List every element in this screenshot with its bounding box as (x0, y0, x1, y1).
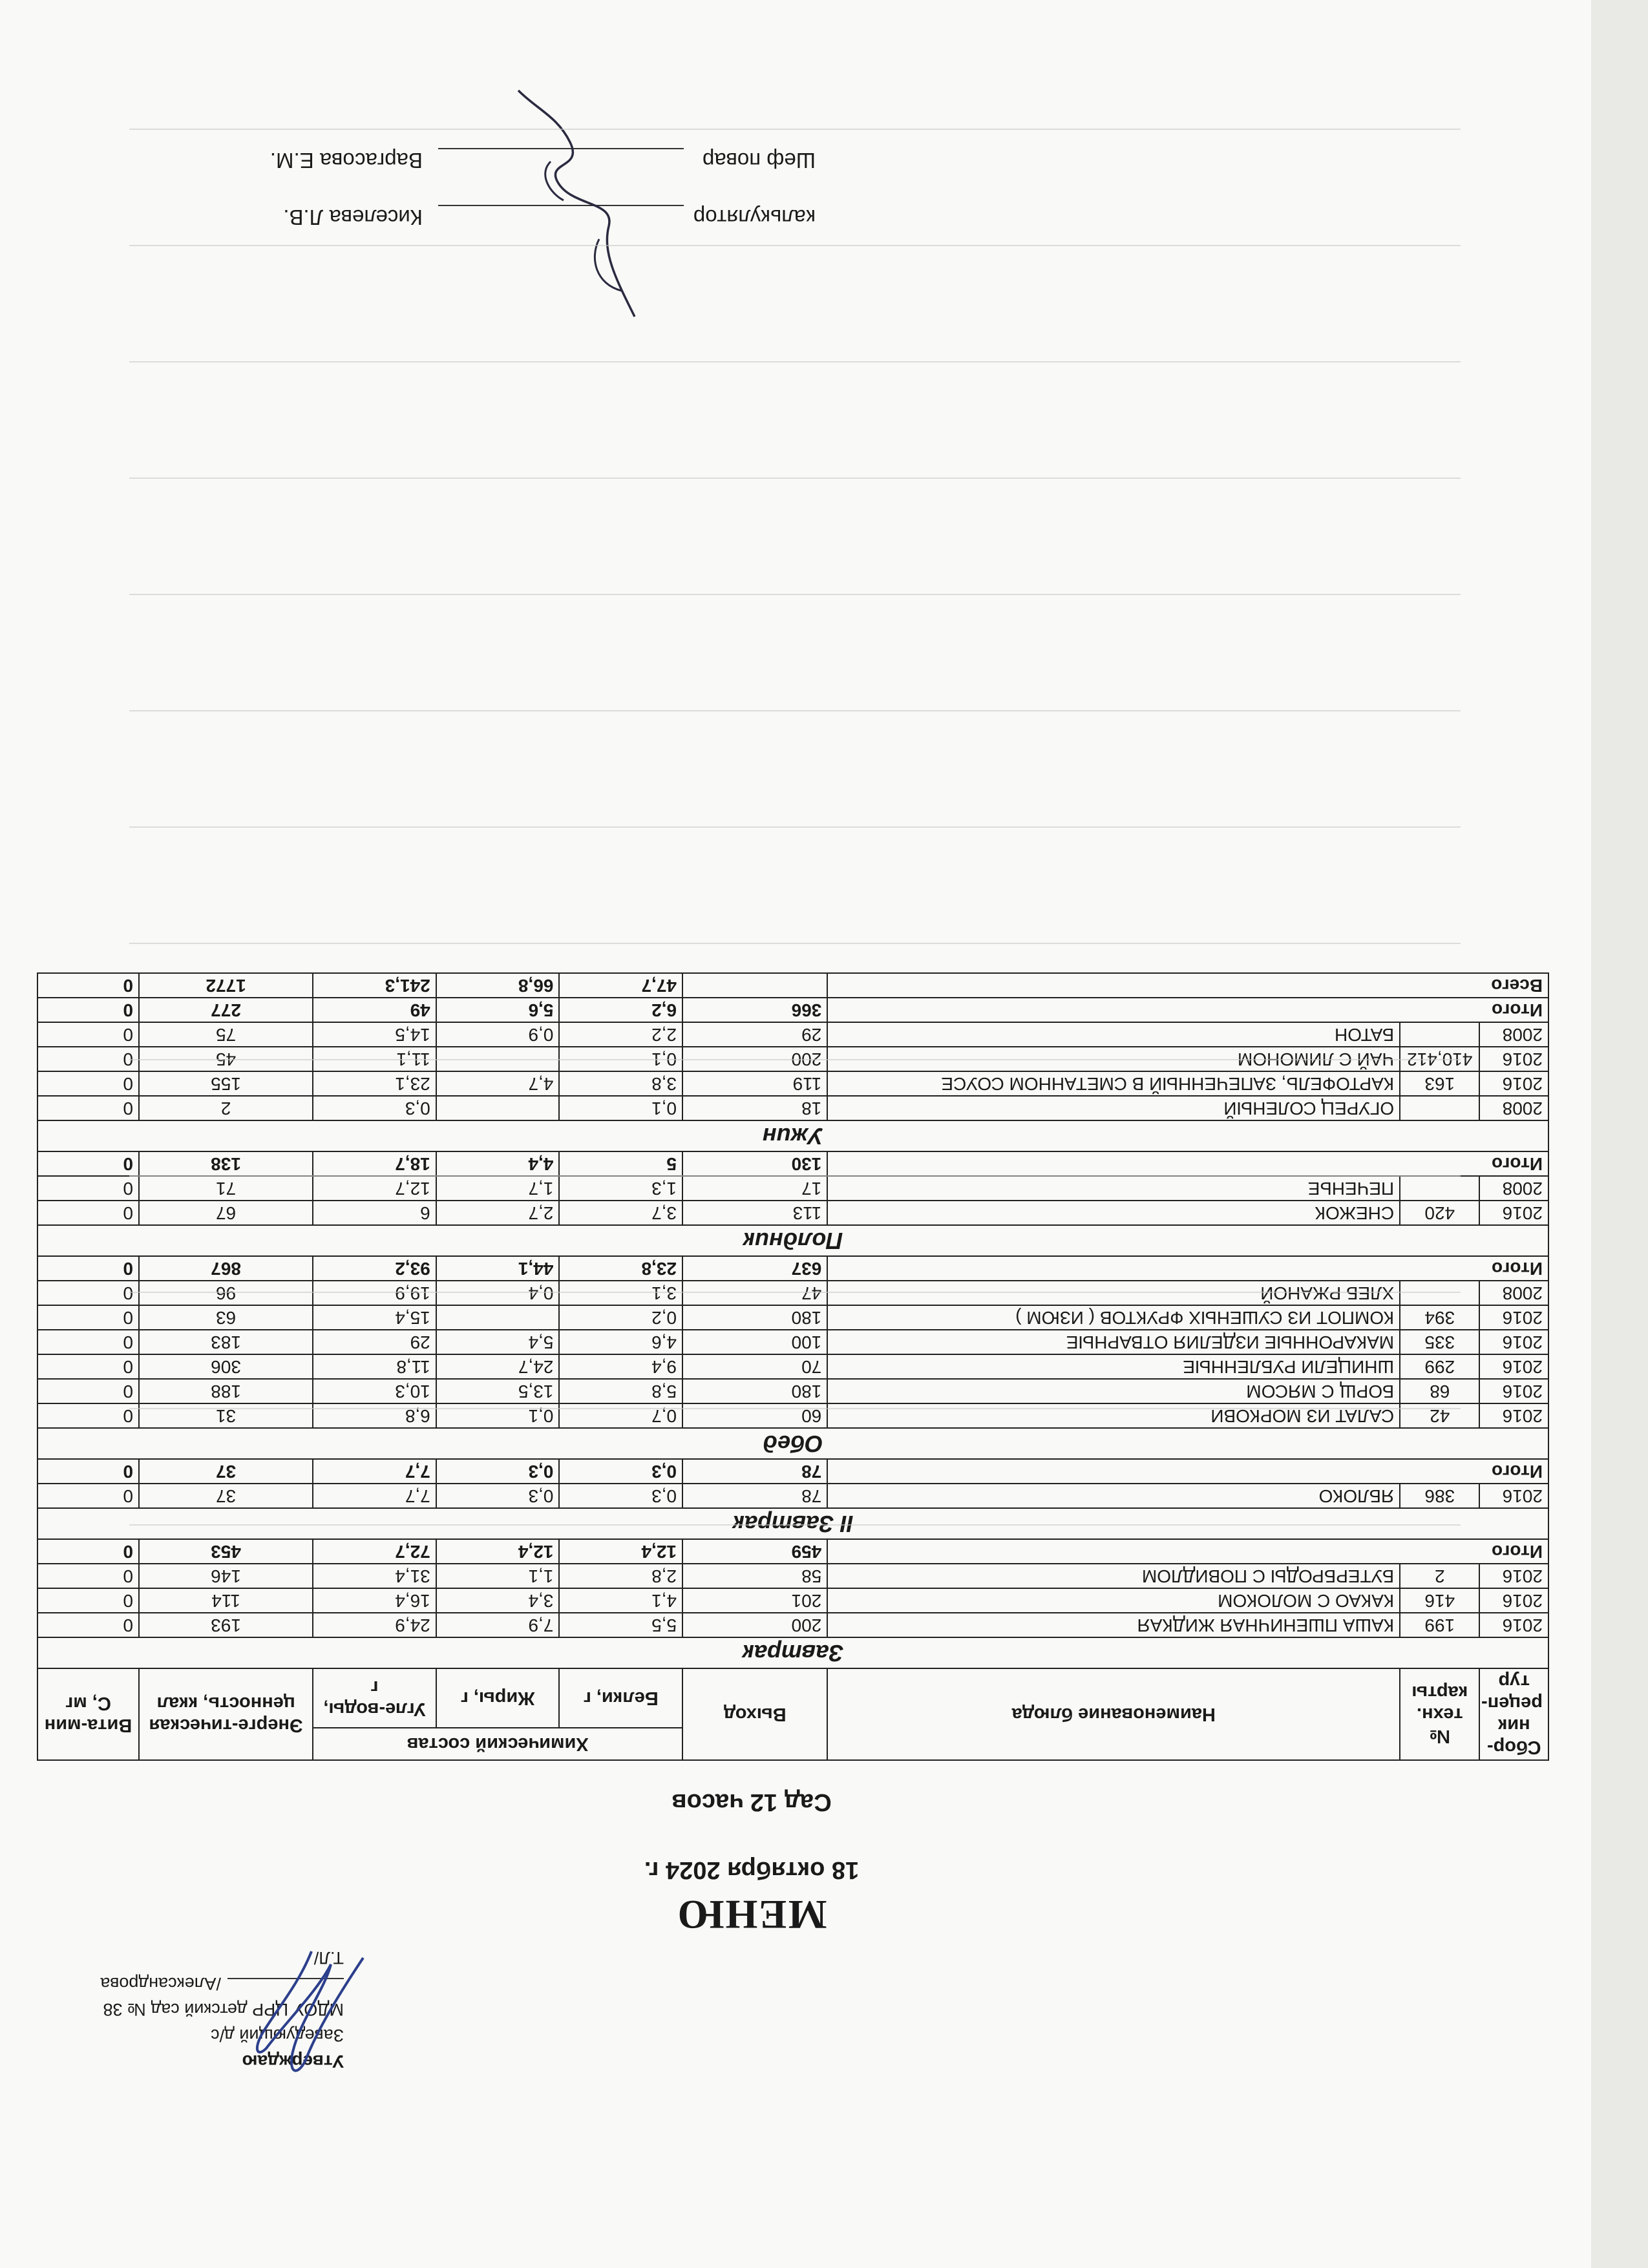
cell-collection-year: 2016 (1479, 1305, 1548, 1330)
total-label: Итого (827, 1459, 1548, 1484)
cell-dish-name: СНЕЖОК (827, 1201, 1400, 1225)
total-protein: 0,3 (559, 1459, 682, 1484)
cell-carbs: 23,1 (313, 1071, 436, 1096)
cell-yield: 200 (682, 1613, 827, 1637)
cell-carbs: 31,4 (313, 1564, 436, 1588)
cell-collection-year: 2016 (1479, 1071, 1548, 1096)
total-fat: 5,6 (436, 998, 560, 1022)
cell-protein: 9,4 (559, 1354, 682, 1379)
cell-vitamin: 0 (37, 1176, 139, 1201)
total-protein: 23,8 (559, 1256, 682, 1281)
cell-energy: 155 (139, 1071, 313, 1096)
cell-fat: 13,5 (436, 1379, 560, 1403)
cell-protein: 2,2 (559, 1022, 682, 1047)
cell-fat: 7,9 (436, 1613, 560, 1637)
total-fat: 12,4 (436, 1539, 560, 1564)
cell-dish-name: САЛАТ ИЗ МОРКОВИ (827, 1403, 1400, 1428)
total-carbs: 7,7 (313, 1459, 436, 1484)
cell-fat: 24,7 (436, 1354, 560, 1379)
cell-yield: 18 (682, 1096, 827, 1120)
table-row (37, 1330, 1548, 1354)
total-vitamin: 0 (37, 1459, 139, 1484)
cell-protein: 0,1 (559, 1047, 682, 1071)
grand-total-carbs: 241,3 (313, 973, 436, 998)
total-vitamin: 0 (37, 1151, 139, 1176)
staff-signature (492, 84, 660, 330)
cell-vitamin: 0 (37, 1330, 139, 1354)
header-yield: Выход (682, 1668, 827, 1760)
cell-carbs: 15,4 (313, 1305, 436, 1330)
cell-energy: 45 (139, 1047, 313, 1071)
cell-collection-year: 2008 (1479, 1176, 1548, 1201)
cell-dish-name: БОРЩ С МЯСОМ (827, 1379, 1400, 1403)
cell-card-no: 299 (1400, 1354, 1479, 1379)
header-protein: Белки, г (559, 1668, 682, 1728)
total-energy: 138 (139, 1151, 313, 1176)
cell-dish-name: ОГУРЕЦ СОЛЕНЫЙ (827, 1096, 1400, 1120)
cell-fat: 0,9 (436, 1022, 560, 1047)
grand-total-protein: 47,7 (559, 973, 682, 998)
total-yield: 78 (682, 1459, 827, 1484)
cell-energy: 2 (139, 1096, 313, 1120)
grand-total-energy: 1772 (139, 973, 313, 998)
cell-vitamin: 0 (37, 1588, 139, 1613)
cell-energy: 96 (139, 1281, 313, 1305)
cell-carbs: 0,3 (313, 1096, 436, 1120)
total-vitamin: 0 (37, 1256, 139, 1281)
cell-fat: 0,1 (436, 1403, 560, 1428)
cell-vitamin: 0 (37, 1354, 139, 1379)
cell-fat: 0,3 (436, 1484, 560, 1508)
section-header-row (37, 1120, 1548, 1151)
cell-yield: 58 (682, 1564, 827, 1588)
cell-card-no: 68 (1400, 1379, 1479, 1403)
table-row (37, 1305, 1548, 1330)
table-row (37, 1096, 1548, 1120)
table-row (37, 1047, 1548, 1071)
menu-table (37, 972, 1549, 1761)
cell-dish-name: КОМПОТ ИЗ СУШЕНЫХ ФРУКТОВ ( ИЗЮМ ) (827, 1305, 1400, 1330)
total-protein: 12,4 (559, 1539, 682, 1564)
header-card-no: № техн. карты (1400, 1668, 1479, 1760)
cell-collection-year: 2008 (1479, 1096, 1548, 1120)
total-row (37, 1151, 1548, 1176)
total-vitamin: 0 (37, 998, 139, 1022)
cell-card-no: 42 (1400, 1403, 1479, 1428)
cell-yield: 113 (682, 1201, 827, 1225)
cell-card-no: 199 (1400, 1613, 1479, 1637)
cell-yield: 17 (682, 1176, 827, 1201)
cell-dish-name: ШНИЦЕЛИ РУБЛЕННЫЕ (827, 1354, 1400, 1379)
cell-energy: 183 (139, 1330, 313, 1354)
approval-title: Утверждаю (242, 2052, 344, 2072)
header-chemical: Химический состав (313, 1728, 682, 1760)
header-fat: Жиры, г (436, 1668, 560, 1728)
cell-energy: 114 (139, 1588, 313, 1613)
total-carbs: 72,7 (313, 1539, 436, 1564)
cell-vitamin: 0 (37, 1281, 139, 1305)
cell-carbs: 24,9 (313, 1613, 436, 1637)
cell-energy: 31 (139, 1403, 313, 1428)
total-yield: 366 (682, 998, 827, 1022)
cell-protein: 1,3 (559, 1176, 682, 1201)
total-fat: 0,3 (436, 1459, 560, 1484)
cell-fat (436, 1305, 560, 1330)
grand-total-vitamin: 0 (37, 973, 139, 998)
cell-card-no (1400, 1022, 1479, 1047)
cell-dish-name: ЧАЙ С ЛИМОНОМ (827, 1047, 1400, 1071)
table-row (37, 1613, 1548, 1637)
total-yield: 459 (682, 1539, 827, 1564)
total-row (37, 1459, 1548, 1484)
cell-vitamin: 0 (37, 1613, 139, 1637)
cell-collection-year: 2016 (1479, 1564, 1548, 1588)
cell-protein: 5,5 (559, 1613, 682, 1637)
total-label: Итого (827, 1151, 1548, 1176)
chef-name: Варгасова Е.М. (269, 149, 423, 173)
cell-carbs: 11,1 (313, 1047, 436, 1071)
section-title: Обед (37, 1428, 1548, 1459)
cell-vitamin: 0 (37, 1403, 139, 1428)
cell-collection-year: 2016 (1479, 1403, 1548, 1428)
cell-collection-year: 2016 (1479, 1613, 1548, 1637)
cell-collection-year: 2016 (1479, 1484, 1548, 1508)
cell-dish-name: ПЕЧЕНЬЕ (827, 1176, 1400, 1201)
total-label: Итого (827, 1539, 1548, 1564)
cell-card-no: 410,412 (1400, 1047, 1479, 1071)
header-energy: Энерге-тическая ценность, ккал (139, 1668, 313, 1760)
cell-fat: 5,4 (436, 1330, 560, 1354)
cell-dish-name: ЯБЛОКО (827, 1484, 1400, 1508)
cell-yield: 180 (682, 1305, 827, 1330)
total-carbs: 49 (313, 998, 436, 1022)
total-fat: 4,4 (436, 1151, 560, 1176)
cell-carbs: 6,8 (313, 1403, 436, 1428)
cell-protein: 5,8 (559, 1379, 682, 1403)
cell-fat: 1,7 (436, 1176, 560, 1201)
total-vitamin: 0 (37, 1539, 139, 1564)
cell-fat (436, 1047, 560, 1071)
cell-dish-name: МАКАРОННЫЕ ИЗДЕЛИЯ ОТВАРНЫЕ (827, 1330, 1400, 1354)
cell-yield: 200 (682, 1047, 827, 1071)
cell-energy: 146 (139, 1564, 313, 1588)
cell-vitamin: 0 (37, 1379, 139, 1403)
approval-name: /Александрова Т.Л/ (100, 1948, 344, 1993)
cell-vitamin: 0 (37, 1305, 139, 1330)
section-title: II Завтрак (37, 1508, 1548, 1539)
cell-carbs: 14,5 (313, 1022, 436, 1047)
cell-dish-name: КАША ПШЕНИЧНАЯ ЖИДКАЯ (827, 1613, 1400, 1637)
calculator-name: Киселева Л.В. (283, 205, 423, 229)
cell-collection-year: 2016 (1479, 1588, 1548, 1613)
cell-vitamin: 0 (37, 1484, 139, 1508)
total-label: Итого (827, 998, 1548, 1022)
cell-yield: 70 (682, 1354, 827, 1379)
cell-card-no: 394 (1400, 1305, 1479, 1330)
table-row (37, 1354, 1548, 1379)
document-title: МЕНЮ (676, 1892, 827, 1938)
cell-carbs: 7,7 (313, 1484, 436, 1508)
table-row (37, 1201, 1548, 1225)
cell-collection-year: 2008 (1479, 1281, 1548, 1305)
cell-card-no: 386 (1400, 1484, 1479, 1508)
total-row (37, 1539, 1548, 1564)
total-row (37, 1256, 1548, 1281)
grand-total-yield (682, 973, 827, 998)
grand-total-fat: 66,8 (436, 973, 560, 998)
total-carbs: 93,2 (313, 1256, 436, 1281)
cell-energy: 71 (139, 1176, 313, 1201)
cell-yield: 180 (682, 1379, 827, 1403)
menu-table-body (37, 973, 1548, 1668)
header-carbs: Угле-воды, г (313, 1668, 436, 1728)
cell-collection-year: 2016 (1479, 1379, 1548, 1403)
total-energy: 867 (139, 1256, 313, 1281)
cell-carbs: 10,3 (313, 1379, 436, 1403)
cell-energy: 67 (139, 1201, 313, 1225)
table-row (37, 1379, 1548, 1403)
cell-energy: 306 (139, 1354, 313, 1379)
total-fat: 44,1 (436, 1256, 560, 1281)
cell-carbs: 6 (313, 1201, 436, 1225)
cell-protein: 2,8 (559, 1564, 682, 1588)
cell-dish-name: КАРТОФЕЛЬ, ЗАПЕЧЕННЫЙ В СМЕТАННОМ СОУСЕ (827, 1071, 1400, 1096)
section-header-row (37, 1508, 1548, 1539)
cell-vitamin: 0 (37, 1201, 139, 1225)
cell-protein: 0,3 (559, 1484, 682, 1508)
cell-card-no: 416 (1400, 1588, 1479, 1613)
total-label: Итого (827, 1256, 1548, 1281)
director-signature (221, 1938, 376, 2087)
cell-yield: 119 (682, 1071, 827, 1096)
header-dish: Наименование блюда (827, 1668, 1400, 1760)
table-row (37, 1281, 1548, 1305)
cell-protein: 0,7 (559, 1403, 682, 1428)
total-energy: 37 (139, 1459, 313, 1484)
section-title: Полдник (37, 1225, 1548, 1256)
cell-carbs: 11,8 (313, 1354, 436, 1379)
calculator-role: калькулятор (693, 205, 816, 229)
chef-role: Шеф повар (702, 149, 816, 173)
cell-card-no: 163 (1400, 1071, 1479, 1096)
header-collection: Сбор-ник рецеп-тур (1479, 1668, 1548, 1760)
cell-yield: 60 (682, 1403, 827, 1428)
cell-dish-name: ХЛЕБ РЖАНОЙ (827, 1281, 1400, 1305)
cell-dish-name: КАКАО С МОЛОКОМ (827, 1588, 1400, 1613)
document-date: 18 октября 2024 г. (644, 1856, 860, 1884)
total-energy: 453 (139, 1539, 313, 1564)
total-yield: 637 (682, 1256, 827, 1281)
table-row (37, 1071, 1548, 1096)
cell-fat: 4,7 (436, 1071, 560, 1096)
header-vitamin: Вита-мин С, мг (37, 1668, 139, 1760)
cell-carbs: 19,9 (313, 1281, 436, 1305)
total-protein: 5 (559, 1151, 682, 1176)
section-header-row (37, 1225, 1548, 1256)
table-row (37, 1176, 1548, 1201)
cell-vitamin: 0 (37, 1564, 139, 1588)
cell-yield: 201 (682, 1588, 827, 1613)
cell-collection-year: 2016 (1479, 1330, 1548, 1354)
cell-yield: 78 (682, 1484, 827, 1508)
cell-energy: 63 (139, 1305, 313, 1330)
cell-yield: 47 (682, 1281, 827, 1305)
cell-protein: 3,1 (559, 1281, 682, 1305)
cell-yield: 29 (682, 1022, 827, 1047)
cell-collection-year: 2016 (1479, 1201, 1548, 1225)
total-energy: 277 (139, 998, 313, 1022)
cell-dish-name: БУТЕРБРОДЫ С ПОВИДЛОМ (827, 1564, 1400, 1588)
section-title: Завтрак (37, 1637, 1548, 1668)
cell-vitamin: 0 (37, 1022, 139, 1047)
table-row (37, 1564, 1548, 1588)
cell-protein: 0,2 (559, 1305, 682, 1330)
cell-collection-year: 2016 (1479, 1047, 1548, 1071)
cell-fat: 2,7 (436, 1201, 560, 1225)
cell-collection-year: 2016 (1479, 1354, 1548, 1379)
cell-vitamin: 0 (37, 1071, 139, 1096)
cell-fat (436, 1096, 560, 1120)
cell-protein: 0,1 (559, 1096, 682, 1120)
total-row (37, 998, 1548, 1022)
cell-energy: 37 (139, 1484, 313, 1508)
cell-protein: 4,1 (559, 1588, 682, 1613)
cell-card-no: 420 (1400, 1201, 1479, 1225)
cell-energy: 188 (139, 1379, 313, 1403)
total-yield: 130 (682, 1151, 827, 1176)
cell-card-no (1400, 1281, 1479, 1305)
cell-carbs: 16,4 (313, 1588, 436, 1613)
cell-energy: 193 (139, 1613, 313, 1637)
grand-total-row (37, 973, 1548, 998)
cell-collection-year: 2008 (1479, 1022, 1548, 1047)
cell-fat: 3,4 (436, 1588, 560, 1613)
total-carbs: 18,7 (313, 1151, 436, 1176)
cell-dish-name: БАТОН (827, 1022, 1400, 1047)
cell-vitamin: 0 (37, 1047, 139, 1071)
cell-energy: 75 (139, 1022, 313, 1047)
table-row (37, 1022, 1548, 1047)
cell-fat: 0,4 (436, 1281, 560, 1305)
cell-card-no: 335 (1400, 1330, 1479, 1354)
section-title: Ужин (37, 1120, 1548, 1151)
total-protein: 6,2 (559, 998, 682, 1022)
cell-vitamin: 0 (37, 1096, 139, 1120)
table-row (37, 1588, 1548, 1613)
cell-carbs: 29 (313, 1330, 436, 1354)
approval-organization: МДОУ ЦРР детский сад № 38 (103, 2000, 344, 2019)
cell-card-no: 2 (1400, 1564, 1479, 1588)
cell-protein: 3,7 (559, 1201, 682, 1225)
table-row (37, 1484, 1548, 1508)
cell-carbs: 12,7 (313, 1176, 436, 1201)
section-header-row (37, 1637, 1548, 1668)
table-row (37, 1403, 1548, 1428)
cell-card-no (1400, 1096, 1479, 1120)
cell-fat: 1,1 (436, 1564, 560, 1588)
approval-position: Заведующий д/с (211, 2026, 344, 2045)
cell-protein: 4,6 (559, 1330, 682, 1354)
cell-protein: 3,8 (559, 1071, 682, 1096)
grand-total-label: Всего (827, 973, 1548, 998)
section-header-row (37, 1428, 1548, 1459)
cell-card-no (1400, 1176, 1479, 1201)
document-subtitle: Сад 12 часов (671, 1789, 832, 1816)
cell-yield: 100 (682, 1330, 827, 1354)
